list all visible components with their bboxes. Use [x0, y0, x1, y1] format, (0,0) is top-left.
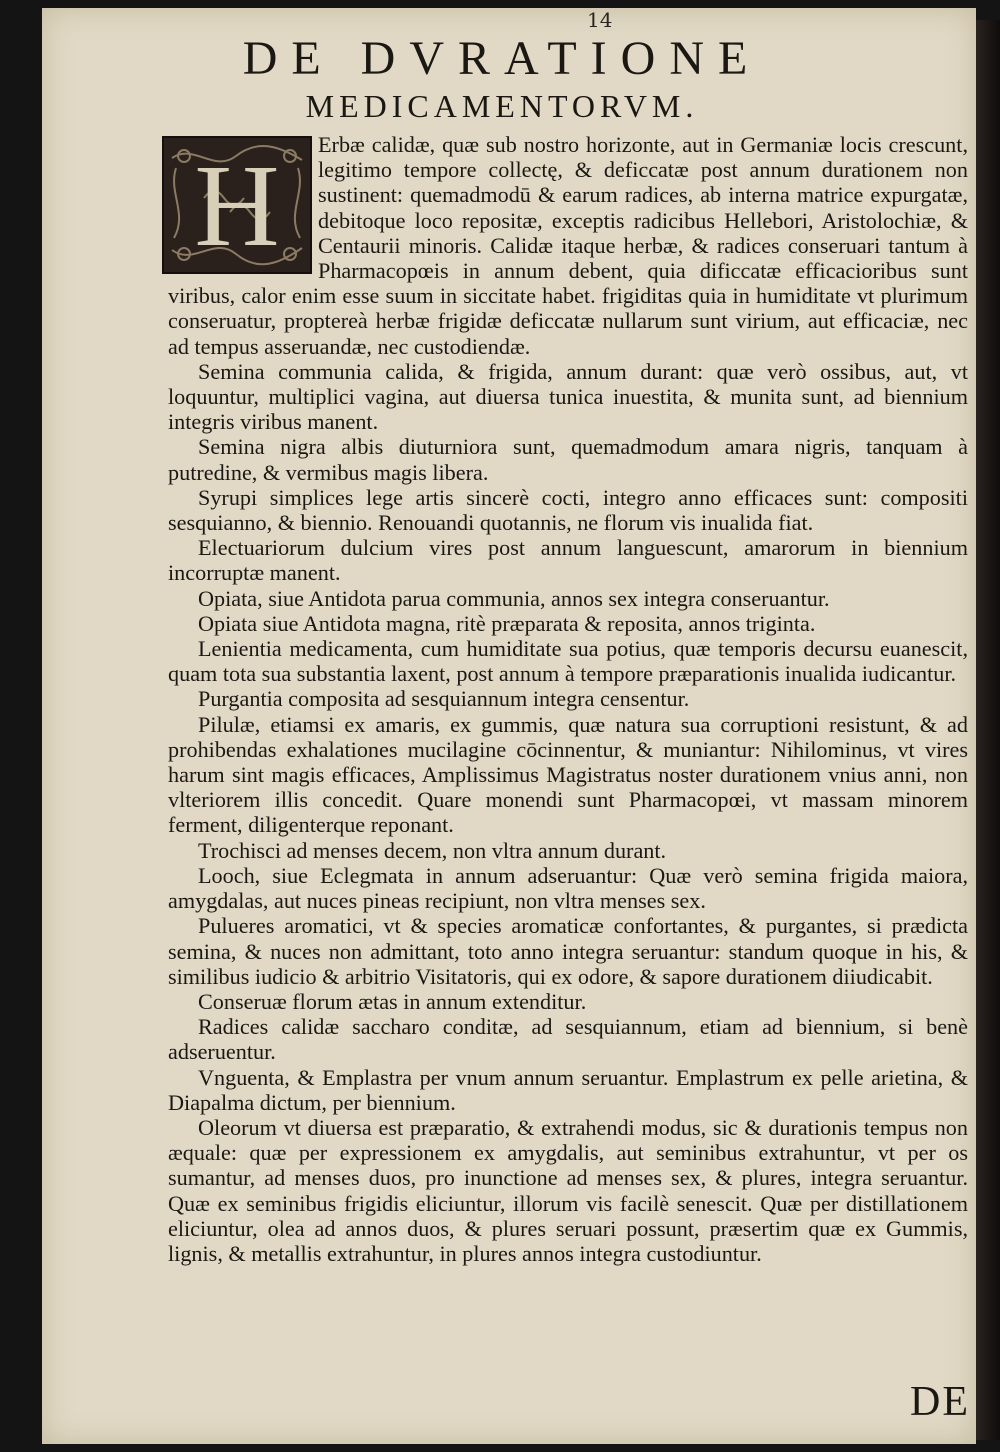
- paragraph: Semina nigra albis diuturniora sunt, quemadmodum amara nigris, tanquam à putredine, & vermibus magis libera.: [168, 434, 968, 485]
- paragraph: Vnguenta, & Emplastra per vnum annum seruantur. Emplastrum ex pelle arietina, & Diapalma dictum, per biennium.: [168, 1064, 968, 1115]
- paragraph: Electuariorum dulcium vires post annum languescunt, amarorum in biennium incorruptæ manent.: [168, 535, 968, 586]
- paragraph: Purgantia composita ad sesquiannum integra censentur.: [198, 686, 690, 712]
- paragraph: Pulueres aromatici, vt & species aromaticæ confortantes, & purgantes, si prædicta semina, & nuces non admittant, toto anno integra seruantur: standum quoque in his, & similibus iudicio & arbitrio Visitatoris, qui ex odore, & sapore durationem diiudicabit.: [168, 913, 968, 989]
- paragraph: Looch, siue Eclegmata in annum adseruantur: Quæ verò semina frigida maiora, amygdalas, aut nuces pineas recipiunt, non vltra menses sex.: [168, 862, 968, 914]
- page-subtitle: MEDICAMENTORVM.: [305, 88, 699, 124]
- paragraph: Radices calidæ saccharo conditæ, ad sesquiannum, etiam ad biennium, si benè adseruentur.: [168, 1014, 968, 1065]
- paragraph: Opiata, siue Antidota parua communia, annos sex integra conseruantur.: [198, 585, 830, 611]
- initial-letter: H: [194, 140, 280, 271]
- page-title: DE DVRATIONE: [242, 32, 762, 85]
- paragraph: Oleorum vt diuersa est præparatio, & extrahendi modus, sic & durationis tempus non æquale: quæ per expressionem ex amygdalis, aut seminibus extrahuntur, vt per os sumantur, ad menses duos, pro inunctione ad menses sex, & plures, integra seruantur. Quæ ex seminibus frigidis eliciuntur, illorum vis facilè senescit. Quæ per distillationem eliciuntur, olea ad annos duos, & plures seruari possunt, præsertim quæ ex Gummis, lignis, & metallis extrahuntur, in plures annos integra custodiuntur.: [168, 1114, 968, 1266]
- paragraph: Semina communia calida, & frigida, annum durant: quæ verò ossibus, aut, vt loquuntur, multiplici vagina, aut diuersa tunica inuestita, & munita sunt, ad biennium integris viribus manent.: [168, 358, 968, 435]
- body-text: [168, 132, 968, 1266]
- paragraph: Syrupi simplices lege artis sincerè cocti, integro anno efficaces sunt: compositi sesquianno, & biennio. Renouandi quotannis, ne florum vis inualida fiat.: [168, 484, 968, 536]
- catchword: DE: [910, 1379, 970, 1425]
- paragraph: Opiata siue Antidota magna, ritè præparata & reposita, annos triginta.: [198, 610, 816, 636]
- paragraph: Erbæ calidæ, quæ sub nostro horizonte, aut in Germaniæ locis crescunt, legitimo tempore collectę, & deficcatæ post annum durationem non sustinent: quemadmodū & earum radices, ab interna matrice expurgatæ, debitoque loco repositæ, exceptis radicibus Hellebori, Aristolochiæ, & Centaurii minoris. Calidæ itaque herbæ, & radices conseruari tantum à Pharmacopœis in annum debent, quia dificcatæ efficacioribus sunt viribus, calor enim esse suum in siccitate habet. frigiditas quia in humiditate vt plurimum conseruatur, proptereà herbæ frigidæ deficcatæ nullarum sunt virium, aut efficaciæ, nec ad tempus asseruandæ, nec custodiendæ.: [168, 132, 968, 359]
- paragraph: Conseruæ florum ætas in annum extenditur.: [198, 988, 587, 1014]
- page-number: 14: [587, 8, 613, 32]
- book-edge: [976, 20, 1000, 1440]
- book-page: [42, 8, 976, 1444]
- paragraph: Lenientia medicamenta, cum humiditate sua potius, quæ temporis decursu euanescit, quam tota sua substantia laxent, post annum à tempore præparationis inualida iudicantur.: [168, 636, 968, 687]
- paragraph: Trochisci ad menses decem, non vltra annum durant.: [198, 837, 667, 863]
- initial-spacer: [168, 132, 318, 280]
- paragraph: Pilulæ, etiamsi ex amaris, ex gummis, quæ natura sua corruptioni resistunt, & ad prohibendas exhalationes mucilagine cōcinnentur, & muniantur: Nihilominus, vt vires harum sint magis efficaces, Amplissimus Magistratus noster durationem vnius anni, non vlteriorem illis concedit. Quare monendi sunt Pharmacopœi, vt massam minorem ferment, diligenterque reponant.: [168, 711, 968, 838]
